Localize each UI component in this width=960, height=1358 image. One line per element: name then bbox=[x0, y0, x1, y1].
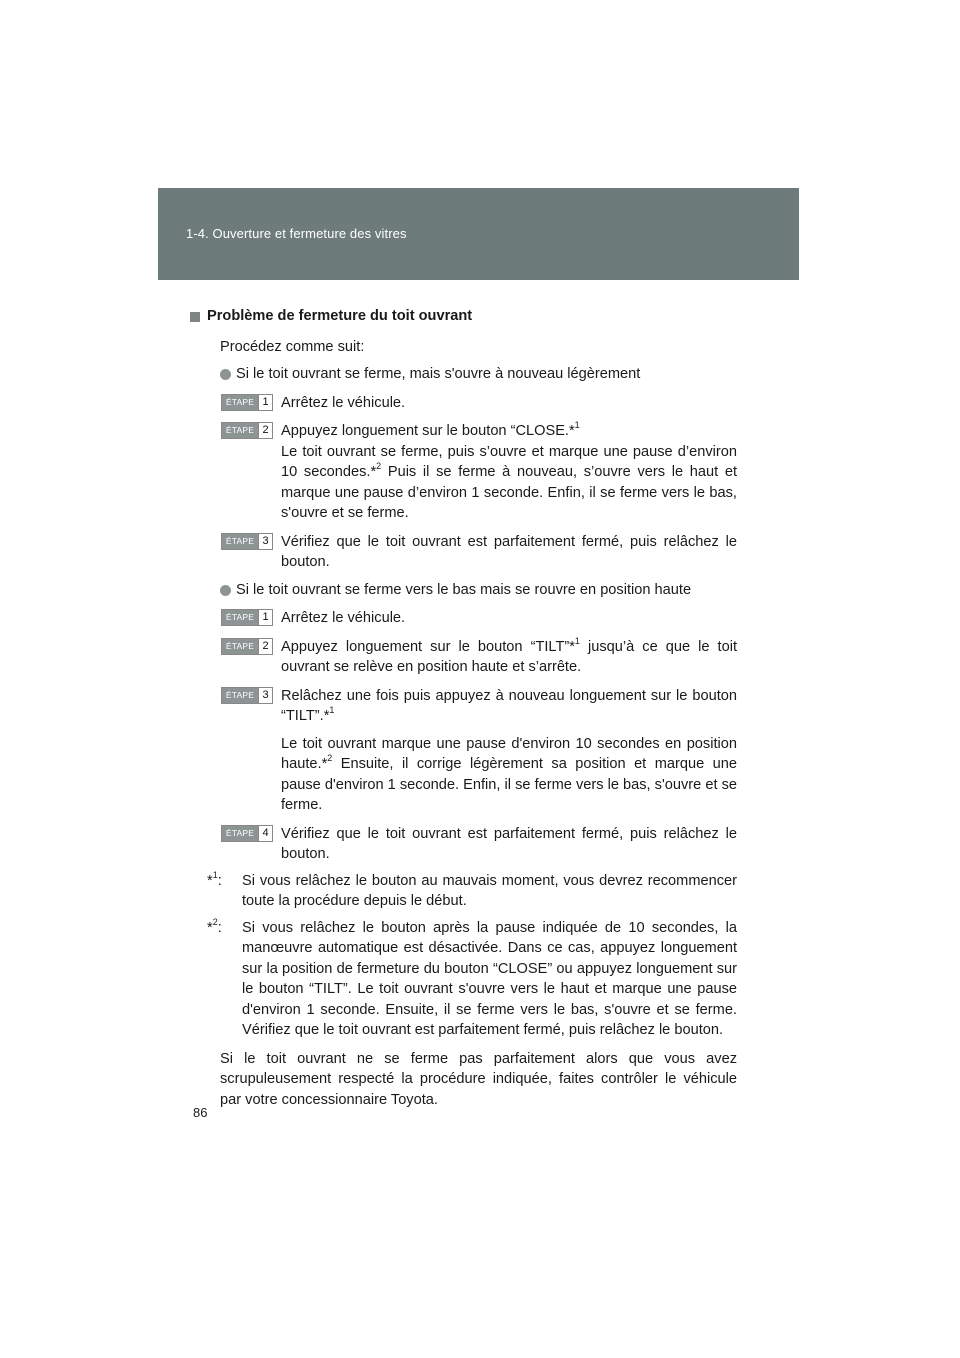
step-text: Appuyez longuement sur le bouton “CLOSE.* bbox=[281, 423, 575, 439]
page-number: 86 bbox=[193, 1105, 208, 1120]
step-badge bbox=[221, 394, 273, 411]
step-badge bbox=[221, 609, 273, 626]
step-text: Puis il se ferme à nouveau, s’ouvre vers le haut et marque une pause d’environ 1 seconde. Enfin, il se ferme vers le bas, s'ouvre et se ferme. bbox=[281, 464, 738, 521]
step-text: jusqu’à ce que le toit ouvrant se relève en position haute et s’arrête. bbox=[281, 638, 738, 675]
step-badge bbox=[221, 825, 273, 842]
footnote-asterisk: * bbox=[207, 919, 213, 936]
step-item bbox=[207, 421, 737, 524]
footnote-number: 2 bbox=[212, 916, 218, 927]
step-badge-number: 1 bbox=[258, 395, 272, 410]
step-text: Vérifiez que le toit ouvrant est parfaitement fermé, puis relâchez le bouton. bbox=[281, 533, 737, 570]
step-text: Ensuite, il corrige légèrement sa position et marque une pause d'environ 1 seconde. Enfin, il se ferme vers le bas, s'ouvre et se ferme. bbox=[281, 756, 737, 813]
step-text: Le toit ouvrant se ferme, puis s’ouvre et marque une pause d’environ 10 secondes.* bbox=[281, 443, 737, 480]
footnote-ref: 1 bbox=[574, 635, 580, 646]
step-item bbox=[207, 608, 737, 629]
step-text: Relâchez une fois puis appuyez à nouveau longuement sur le bouton “TILT”.* bbox=[281, 687, 737, 724]
case-heading bbox=[220, 364, 737, 385]
step-badge-label: ÉTAPE bbox=[222, 610, 258, 625]
step-item bbox=[207, 824, 737, 865]
step-badge bbox=[221, 638, 273, 655]
footnote bbox=[207, 918, 737, 1041]
case-heading bbox=[220, 580, 737, 601]
footnote-asterisk: * bbox=[207, 872, 213, 889]
footnote-mark: *$^1$: bbox=[207, 869, 222, 889]
page-content bbox=[207, 306, 737, 1110]
footnote-ref: 1 bbox=[574, 420, 580, 431]
step-badge-number: 1 bbox=[258, 610, 272, 625]
step-badge bbox=[221, 687, 273, 704]
closing-paragraph: Si le toit ouvrant ne se ferme pas parfaitement alors que vous avez scrupuleusement respecté la procédure indiquée, faites contrôler le véhicule par votre concessionnaire Toyota. bbox=[220, 1050, 737, 1108]
square-bullet-icon bbox=[190, 312, 200, 322]
step-subparagraph bbox=[281, 734, 737, 816]
footnote-mark: *$^2$: bbox=[207, 916, 222, 936]
chapter-header-band bbox=[158, 188, 799, 280]
footnote-text: Si vous relâchez le bouton au mauvais moment, vous devrez recommencer toute la procédure depuis le début. bbox=[242, 872, 737, 909]
step-badge-number: 2 bbox=[258, 423, 272, 438]
step-badge-label: ÉTAPE bbox=[222, 826, 258, 841]
step-badge bbox=[221, 533, 273, 550]
section-heading-text: Problème de fermeture du toit ouvrant bbox=[207, 308, 473, 324]
case-1-title: Si le toit ouvrant se ferme, mais s'ouvre à nouveau légèrement bbox=[236, 366, 641, 382]
footnote-text: Si vous relâchez le bouton après la pause indiquée de 10 secondes, la manœuvre automatique est désactivée. Dans ce cas, appuyez longuement sur la position de fermeture du bouton “CLOSE” ou appuyez longuement sur le bouton “TILT”. Le toit ouvrant s'ouvre vers le haut et marque une pause d'environ 1 seconde. Ensuite, il se ferme vers le bas, s'ouvre et se ferme. Vérifiez que le toit ouvrant est parfaitement fermé, puis relâchez le bouton. bbox=[242, 919, 737, 1038]
step-badge-label: ÉTAPE bbox=[222, 423, 258, 438]
step-badge-number: 2 bbox=[258, 639, 272, 654]
step-badge bbox=[221, 422, 273, 439]
step-text: Vérifiez que le toit ouvrant est parfaitement fermé, puis relâchez le bouton. bbox=[281, 825, 737, 862]
footnote-number: 1 bbox=[212, 869, 218, 880]
footnote bbox=[207, 871, 737, 912]
circle-bullet-icon bbox=[220, 585, 231, 596]
step-text: Arrêtez le véhicule. bbox=[281, 394, 406, 411]
footnote-ref: 2 bbox=[376, 461, 382, 472]
case-2-title: Si le toit ouvrant se ferme vers le bas mais se rouvre en position haute bbox=[236, 581, 692, 598]
step-text: Le toit ouvrant marque une pause d'environ 10 secondes en position haute.* bbox=[281, 735, 737, 772]
footnote-ref: 2 bbox=[327, 753, 333, 764]
step-item bbox=[207, 637, 737, 678]
footnote-ref: 1 bbox=[329, 705, 335, 716]
step-item bbox=[207, 393, 737, 414]
step-badge-number: 3 bbox=[258, 688, 272, 703]
step-badge-number: 3 bbox=[258, 534, 272, 549]
step-badge-label: ÉTAPE bbox=[222, 534, 258, 549]
step-badge-label: ÉTAPE bbox=[222, 688, 258, 703]
step-badge-label: ÉTAPE bbox=[222, 395, 258, 410]
intro-text: Procédez comme suit: bbox=[220, 338, 365, 355]
step-item bbox=[207, 532, 737, 573]
step-badge-label: ÉTAPE bbox=[222, 639, 258, 654]
step-item bbox=[207, 686, 737, 816]
step-text: Arrêtez le véhicule. bbox=[281, 610, 406, 626]
chapter-title: 1-4. Ouverture et fermeture des vitres bbox=[186, 226, 407, 241]
step-badge-number: 4 bbox=[258, 826, 272, 841]
section-heading bbox=[191, 306, 737, 327]
circle-bullet-icon bbox=[220, 369, 231, 380]
step-text: Appuyez longuement sur le bouton “TILT”* bbox=[281, 638, 575, 655]
